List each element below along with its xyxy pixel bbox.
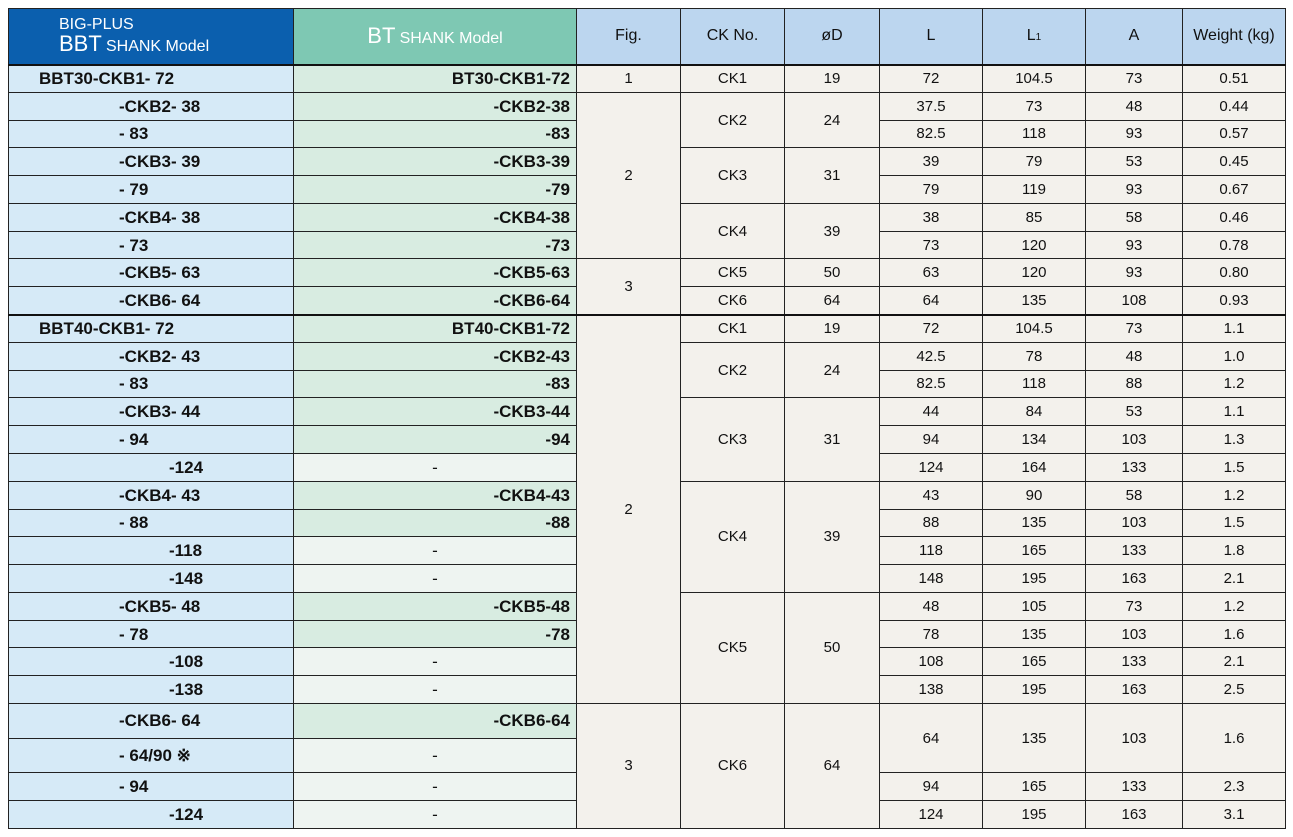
fig-cell: 2 <box>577 92 681 259</box>
bt-model-cell: BT40-CKB1-72 <box>294 315 577 343</box>
weight-cell: 1.5 <box>1183 509 1286 537</box>
bt-model-cell: - <box>294 565 577 593</box>
diameter-cell: 31 <box>785 398 880 481</box>
a-cell: 73 <box>1086 315 1183 343</box>
diameter-cell: 24 <box>785 342 880 398</box>
header-l1-sub: 1 <box>1035 32 1042 44</box>
l1-cell: 118 <box>983 120 1086 148</box>
weight-cell: 2.3 <box>1183 773 1286 801</box>
l1-cell: 195 <box>983 565 1086 593</box>
ck-no-cell: CK5 <box>681 259 785 287</box>
bbt-model-cell: -CKB4- 43 <box>9 481 294 509</box>
fig-cell: 3 <box>577 259 681 315</box>
header-bt-shank-model <box>294 9 577 65</box>
header-bt-big: BT <box>367 23 396 49</box>
weight-cell: 1.1 <box>1183 315 1286 343</box>
l-cell: 64 <box>880 287 983 315</box>
header-fig: Fig. <box>577 9 681 65</box>
header-l: L <box>880 9 983 65</box>
ck-no-cell: CK4 <box>681 481 785 592</box>
weight-cell: 2.1 <box>1183 648 1286 676</box>
bbt-model-cell: -124 <box>9 453 294 481</box>
l-cell: 94 <box>880 773 983 801</box>
weight-cell: 1.1 <box>1183 398 1286 426</box>
l-cell: 148 <box>880 565 983 593</box>
a-cell: 93 <box>1086 231 1183 259</box>
bbt-model-cell: - 78 <box>9 620 294 648</box>
l-cell: 78 <box>880 620 983 648</box>
weight-cell: 0.93 <box>1183 287 1286 315</box>
header-row <box>9 9 1286 65</box>
a-cell: 133 <box>1086 453 1183 481</box>
diameter-cell: 64 <box>785 703 880 828</box>
ck-no-cell: CK1 <box>681 315 785 343</box>
bbt-model-cell: -138 <box>9 676 294 704</box>
a-cell: 48 <box>1086 342 1183 370</box>
bt-model-cell: - <box>294 537 577 565</box>
bbt-model-cell: -CKB5- 63 <box>9 259 294 287</box>
ck-holder-spec-table <box>8 8 1286 829</box>
table-row <box>9 65 1286 93</box>
bbt-model-cell: -124 <box>9 800 294 828</box>
bt-model-cell: -83 <box>294 120 577 148</box>
ck-no-cell: CK2 <box>681 342 785 398</box>
l-cell: 43 <box>880 481 983 509</box>
l-cell: 79 <box>880 176 983 204</box>
bbt-model-cell: - 64/90 ※ <box>9 738 294 773</box>
l1-cell: 120 <box>983 259 1086 287</box>
a-cell: 58 <box>1086 203 1183 231</box>
header-bbt-shank-model <box>9 9 294 65</box>
weight-cell: 1.0 <box>1183 342 1286 370</box>
bt-model-cell: -CKB6-64 <box>294 287 577 315</box>
bt-model-cell: -CKB4-43 <box>294 481 577 509</box>
bbt-model-cell: - 94 <box>9 773 294 801</box>
l1-cell: 85 <box>983 203 1086 231</box>
l-cell: 82.5 <box>880 370 983 398</box>
bt-model-cell: BT30-CKB1-72 <box>294 65 577 93</box>
l1-cell: 105 <box>983 592 1086 620</box>
l1-cell: 79 <box>983 148 1086 176</box>
a-cell: 163 <box>1086 800 1183 828</box>
bbt-model-cell: - 94 <box>9 426 294 454</box>
l1-cell: 119 <box>983 176 1086 204</box>
header-bbt-small: SHANK Model <box>105 38 210 56</box>
diameter-cell: 19 <box>785 65 880 93</box>
l-cell: 124 <box>880 800 983 828</box>
weight-cell: 0.67 <box>1183 176 1286 204</box>
l-cell: 72 <box>880 315 983 343</box>
ck-no-cell: CK6 <box>681 287 785 315</box>
bt-model-cell: -CKB6-64 <box>294 703 577 738</box>
l1-cell: 78 <box>983 342 1086 370</box>
diameter-cell: 64 <box>785 287 880 315</box>
bbt-model-cell: -108 <box>9 648 294 676</box>
l-cell: 73 <box>880 231 983 259</box>
bt-model-cell: - <box>294 738 577 773</box>
weight-cell: 3.1 <box>1183 800 1286 828</box>
weight-cell: 1.6 <box>1183 620 1286 648</box>
header-l1 <box>983 9 1086 65</box>
bt-model-cell: - <box>294 676 577 704</box>
a-cell: 103 <box>1086 620 1183 648</box>
l1-cell: 118 <box>983 370 1086 398</box>
l-cell: 88 <box>880 509 983 537</box>
diameter-cell: 19 <box>785 315 880 343</box>
bt-model-cell: - <box>294 800 577 828</box>
weight-cell: 1.6 <box>1183 703 1286 772</box>
l1-cell: 134 <box>983 426 1086 454</box>
bt-model-cell: -CKB4-38 <box>294 203 577 231</box>
bt-model-cell: -CKB5-48 <box>294 592 577 620</box>
bt-model-cell: -88 <box>294 509 577 537</box>
weight-cell: 1.3 <box>1183 426 1286 454</box>
header-bt-small: SHANK Model <box>399 30 503 48</box>
header-a: A <box>1086 9 1183 65</box>
bt-model-cell: - <box>294 773 577 801</box>
l-cell: 124 <box>880 453 983 481</box>
table-row <box>9 259 1286 287</box>
a-cell: 48 <box>1086 92 1183 120</box>
bbt-model-cell: -118 <box>9 537 294 565</box>
bbt-model-cell: BBT40-CKB1- 72 <box>9 315 294 343</box>
weight-cell: 0.44 <box>1183 92 1286 120</box>
bbt-model-cell: - 83 <box>9 120 294 148</box>
bt-model-cell: -CKB3-39 <box>294 148 577 176</box>
ck-no-cell: CK5 <box>681 592 785 703</box>
a-cell: 163 <box>1086 676 1183 704</box>
l1-cell: 135 <box>983 509 1086 537</box>
bbt-model-cell: -CKB2- 38 <box>9 92 294 120</box>
a-cell: 93 <box>1086 120 1183 148</box>
a-cell: 73 <box>1086 65 1183 93</box>
diameter-cell: 50 <box>785 259 880 287</box>
bbt-model-cell: -CKB3- 44 <box>9 398 294 426</box>
l1-cell: 135 <box>983 620 1086 648</box>
weight-cell: 0.51 <box>1183 65 1286 93</box>
weight-cell: 0.45 <box>1183 148 1286 176</box>
bbt-model-cell: -CKB5- 48 <box>9 592 294 620</box>
weight-cell: 2.1 <box>1183 565 1286 593</box>
l1-cell: 73 <box>983 92 1086 120</box>
a-cell: 163 <box>1086 565 1183 593</box>
bbt-model-cell: - 73 <box>9 231 294 259</box>
diameter-cell: 31 <box>785 148 880 204</box>
a-cell: 53 <box>1086 398 1183 426</box>
l1-cell: 84 <box>983 398 1086 426</box>
l-cell: 64 <box>880 703 983 772</box>
bt-model-cell: -79 <box>294 176 577 204</box>
weight-cell: 0.57 <box>1183 120 1286 148</box>
ck-no-cell: CK3 <box>681 148 785 204</box>
a-cell: 108 <box>1086 287 1183 315</box>
table-row <box>9 315 1286 343</box>
bbt-model-cell: - 79 <box>9 176 294 204</box>
header-weight: Weight (kg) <box>1183 9 1286 65</box>
a-cell: 133 <box>1086 773 1183 801</box>
diameter-cell: 39 <box>785 481 880 592</box>
bbt-model-cell: BBT30-CKB1- 72 <box>9 65 294 93</box>
header-ck-no: CK No. <box>681 9 785 65</box>
diameter-cell: 24 <box>785 92 880 148</box>
ck-no-cell: CK2 <box>681 92 785 148</box>
l1-cell: 135 <box>983 703 1086 772</box>
weight-cell: 1.2 <box>1183 370 1286 398</box>
l-cell: 82.5 <box>880 120 983 148</box>
a-cell: 93 <box>1086 259 1183 287</box>
bbt-model-cell: -CKB4- 38 <box>9 203 294 231</box>
l-cell: 108 <box>880 648 983 676</box>
ck-no-cell: CK1 <box>681 65 785 93</box>
header-diameter: øD <box>785 9 880 65</box>
a-cell: 73 <box>1086 592 1183 620</box>
l1-cell: 164 <box>983 453 1086 481</box>
l1-cell: 165 <box>983 773 1086 801</box>
ck-no-cell: CK4 <box>681 203 785 259</box>
ck-no-cell: CK3 <box>681 398 785 481</box>
l-cell: 42.5 <box>880 342 983 370</box>
a-cell: 93 <box>1086 176 1183 204</box>
weight-cell: 0.78 <box>1183 231 1286 259</box>
bt-model-cell: -73 <box>294 231 577 259</box>
l-cell: 48 <box>880 592 983 620</box>
weight-cell: 1.2 <box>1183 592 1286 620</box>
bt-model-cell: -94 <box>294 426 577 454</box>
l1-cell: 104.5 <box>983 315 1086 343</box>
bbt-model-cell: -CKB3- 39 <box>9 148 294 176</box>
a-cell: 58 <box>1086 481 1183 509</box>
table-row <box>9 703 1286 738</box>
l-cell: 63 <box>880 259 983 287</box>
weight-cell: 1.8 <box>1183 537 1286 565</box>
bt-model-cell: -CKB5-63 <box>294 259 577 287</box>
diameter-cell: 50 <box>785 592 880 703</box>
l-cell: 118 <box>880 537 983 565</box>
a-cell: 133 <box>1086 537 1183 565</box>
bt-model-cell: -83 <box>294 370 577 398</box>
a-cell: 103 <box>1086 509 1183 537</box>
bt-model-cell: - <box>294 648 577 676</box>
l-cell: 44 <box>880 398 983 426</box>
l1-cell: 135 <box>983 287 1086 315</box>
l1-cell: 120 <box>983 231 1086 259</box>
diameter-cell: 39 <box>785 203 880 259</box>
a-cell: 103 <box>1086 703 1183 772</box>
a-cell: 88 <box>1086 370 1183 398</box>
a-cell: 103 <box>1086 426 1183 454</box>
table-row <box>9 92 1286 120</box>
l-cell: 38 <box>880 203 983 231</box>
bt-model-cell: - <box>294 453 577 481</box>
weight-cell: 1.2 <box>1183 481 1286 509</box>
l1-cell: 104.5 <box>983 65 1086 93</box>
l-cell: 37.5 <box>880 92 983 120</box>
weight-cell: 0.80 <box>1183 259 1286 287</box>
l-cell: 72 <box>880 65 983 93</box>
l-cell: 138 <box>880 676 983 704</box>
bbt-model-cell: -148 <box>9 565 294 593</box>
l1-cell: 165 <box>983 648 1086 676</box>
header-l1-main: L <box>1026 27 1036 45</box>
bbt-model-cell: -CKB6- 64 <box>9 703 294 738</box>
weight-cell: 2.5 <box>1183 676 1286 704</box>
bt-model-cell: -78 <box>294 620 577 648</box>
weight-cell: 1.5 <box>1183 453 1286 481</box>
bbt-model-cell: - 83 <box>9 370 294 398</box>
l1-cell: 90 <box>983 481 1086 509</box>
weight-cell: 0.46 <box>1183 203 1286 231</box>
a-cell: 53 <box>1086 148 1183 176</box>
l1-cell: 165 <box>983 537 1086 565</box>
fig-cell: 3 <box>577 703 681 828</box>
fig-cell: 1 <box>577 65 681 93</box>
table-body <box>9 65 1286 829</box>
a-cell: 133 <box>1086 648 1183 676</box>
ck-no-cell: CK6 <box>681 703 785 828</box>
header-bbt-line1: BIG-PLUS <box>59 16 134 34</box>
fig-cell: 2 <box>577 315 681 704</box>
bt-model-cell: -CKB3-44 <box>294 398 577 426</box>
bbt-model-cell: - 88 <box>9 509 294 537</box>
bt-model-cell: -CKB2-38 <box>294 92 577 120</box>
l1-cell: 195 <box>983 800 1086 828</box>
bbt-model-cell: -CKB6- 64 <box>9 287 294 315</box>
l-cell: 39 <box>880 148 983 176</box>
header-bbt-big: BBT <box>59 31 102 57</box>
bt-model-cell: -CKB2-43 <box>294 342 577 370</box>
l-cell: 94 <box>880 426 983 454</box>
l1-cell: 195 <box>983 676 1086 704</box>
bbt-model-cell: -CKB2- 43 <box>9 342 294 370</box>
